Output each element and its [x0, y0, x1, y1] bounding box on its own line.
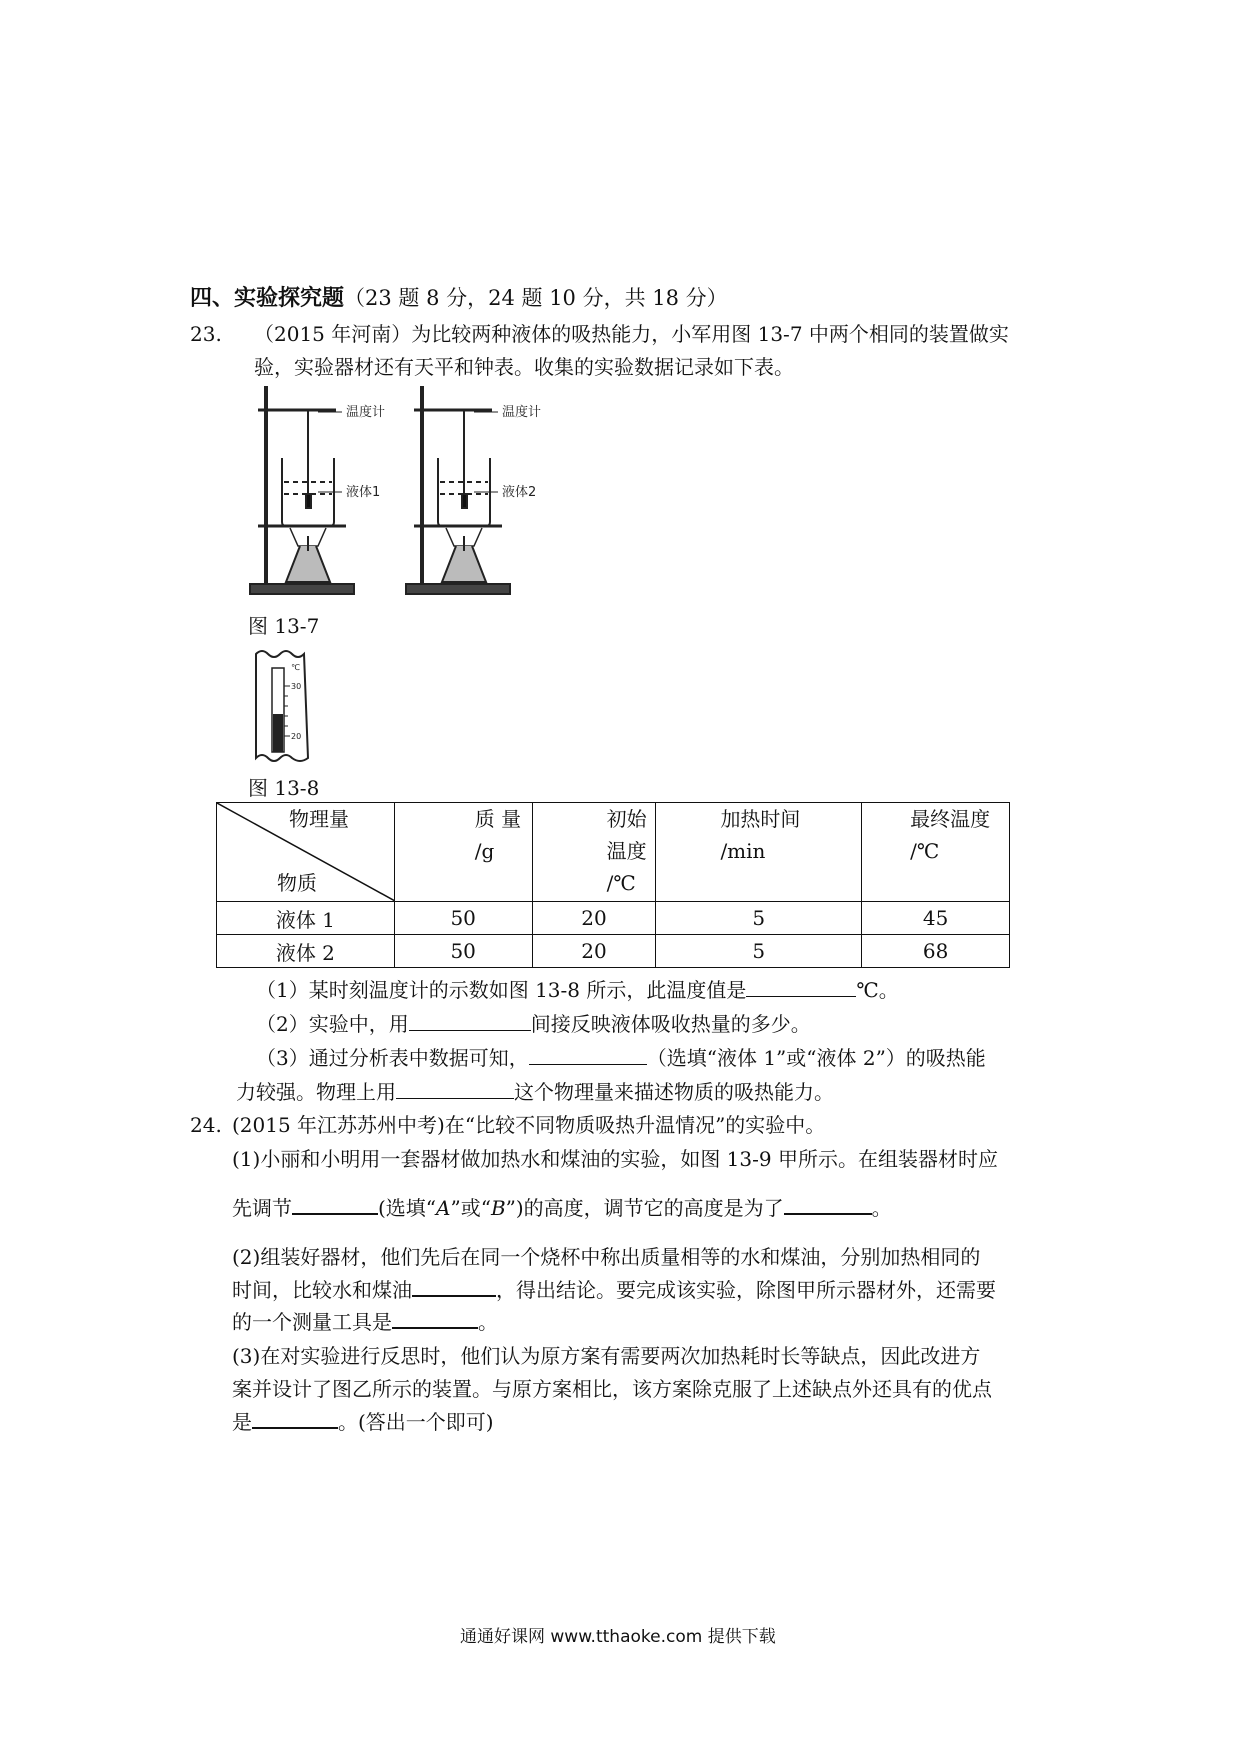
q23-sub1-blank[interactable]	[746, 995, 856, 997]
row1-initial: 20	[532, 902, 656, 935]
right-thermometer-label: 温度计	[502, 405, 542, 420]
section-heading	[190, 284, 728, 313]
table-row	[217, 935, 1010, 968]
header-initial-line1: 初始	[606, 807, 647, 831]
figure-13-8-caption: 图 13-8	[248, 776, 320, 800]
q24-number: 24.	[190, 1113, 222, 1137]
header-final-line1: 最终温度	[910, 807, 991, 831]
thermometer-tick-30: 30	[291, 682, 302, 691]
row2-final: 68	[862, 935, 1010, 968]
row2-time: 5	[656, 935, 862, 968]
left-apparatus	[250, 386, 354, 594]
q23-line1: （2015 年河南）为比较两种液体的吸热能力，小军用图 13-7 中两个相同的装置做实	[254, 322, 1009, 346]
q24-p2-line1: (2)组装好器材，他们先后在同一个烧杯中称出质量相等的水和煤油，分别加热相同的	[232, 1245, 981, 1269]
q24-p2-text-b: ，得出结论。要完成该实验，除图甲所示器材外，还需要	[496, 1278, 996, 1302]
section-note: （23 题 8 分，24 题 10 分，共 18 分）	[344, 286, 728, 310]
figure-13-7-caption: 图 13-7	[248, 614, 320, 638]
row1-name: 液体 1	[217, 902, 395, 935]
header-time-line1: 加热时间	[720, 807, 801, 831]
table-corner-cell	[217, 803, 395, 902]
q24-p2-blank2[interactable]	[392, 1326, 478, 1329]
q24-p2-text-d: 。	[478, 1310, 498, 1334]
row2-mass: 50	[394, 935, 532, 968]
header-heating-time	[656, 803, 862, 902]
row2-name: 液体 2	[217, 935, 395, 968]
q24-p2-blank1[interactable]	[412, 1294, 496, 1297]
figure-13-8-thermometer	[250, 646, 316, 766]
q24-p3-text-a: 是	[232, 1410, 252, 1434]
header-time-line2: /min	[720, 839, 766, 863]
header-initial-line3: /℃	[606, 871, 636, 895]
q24-p1-blank1[interactable]	[292, 1212, 378, 1215]
q24-p3-line2: 案并设计了图乙所示的装置。与原方案相比，该方案除克服了上述缺点外还具有的优点	[232, 1377, 992, 1401]
option-a-label: A	[436, 1196, 451, 1220]
q24-intro: (2015 年江苏苏州中考)在“比较不同物质吸热升温情况”的实验中。	[232, 1113, 826, 1137]
option-b-label: B	[490, 1196, 506, 1220]
row1-time: 5	[656, 902, 862, 935]
q24-p1-line1: (1)小丽和小明用一套器材做加热水和煤油的实验，如图 13-9 甲所示。在组装器材时应	[232, 1147, 998, 1171]
q23-sub2	[256, 1010, 811, 1038]
q23-sub3	[256, 1044, 986, 1072]
row1-mass: 50	[394, 902, 532, 935]
q23-sub3-cont	[236, 1078, 834, 1106]
q24-p1-text-c: ”或“	[450, 1196, 491, 1220]
header-initial-line2: 温度	[606, 839, 647, 863]
q24-p3-text-b: 。(答出一个即可)	[338, 1410, 494, 1434]
header-final-temp	[862, 803, 1010, 902]
thermometer-unit: ℃	[291, 663, 300, 672]
q24-p3-line1: (3)在对实验进行反思时，他们认为原方案有需要两次加热耗时长等缺点，因此改进方	[232, 1344, 981, 1368]
corner-top-label: 物理量	[289, 807, 349, 831]
q23-sub1-text: （1）某时刻温度计的示数如图 13-8 所示，此温度值是	[256, 978, 747, 1002]
q24-p1-text-d: ”)的高度，调节它的高度是为了	[505, 1196, 784, 1220]
header-final-line2: /℃	[910, 839, 940, 863]
q23-sub2-text: （2）实验中，用	[256, 1012, 409, 1036]
q24-p1-line2	[232, 1194, 892, 1222]
q23-sub3-blank1[interactable]	[529, 1063, 647, 1065]
q23-sub2-blank[interactable]	[409, 1029, 531, 1031]
thermometer-tick-20: 20	[291, 732, 302, 741]
header-mass-line1: 质 量	[474, 807, 522, 831]
table-header-row	[217, 803, 1010, 902]
left-liquid-label: 液体1	[346, 485, 381, 500]
q24-p2-line2	[232, 1276, 996, 1304]
q23-sub3-text3: 力较强。物理上用	[236, 1080, 396, 1104]
data-table	[216, 802, 1010, 968]
right-apparatus	[406, 386, 510, 594]
header-initial-temp	[532, 803, 656, 902]
q23-sub3-text2: （选填“液体 1”或“液体 2”）的吸热能	[646, 1046, 986, 1070]
q23-sub3-text: （3）通过分析表中数据可知，	[256, 1046, 529, 1070]
right-liquid-label: 液体2	[502, 485, 537, 500]
q23-sub3-blank2[interactable]	[396, 1097, 514, 1099]
q23-sub2-text2: 间接反映液体吸收热量的多少。	[530, 1012, 811, 1036]
section-title: 四、实验探究题	[190, 286, 345, 311]
header-mass	[394, 803, 532, 902]
q24-p1-text-b: (选填“	[378, 1196, 437, 1220]
q24-p3-blank[interactable]	[252, 1426, 338, 1429]
q23-number: 23.	[190, 322, 222, 346]
row2-initial: 20	[532, 935, 656, 968]
q23-sub1	[256, 976, 899, 1004]
left-thermometer-label: 温度计	[346, 405, 386, 420]
header-mass-line2: /g	[474, 839, 495, 863]
q24-p2-text-c: 的一个测量工具是	[232, 1310, 392, 1334]
q23-sub1-unit: ℃。	[856, 978, 899, 1002]
q24-p1-text-e: 。	[871, 1196, 892, 1220]
q24-p2-line3	[232, 1308, 498, 1336]
row1-final: 45	[862, 902, 1010, 935]
table-row	[217, 902, 1010, 935]
q24-p3-line3	[232, 1408, 494, 1436]
q24-p2-text-a: 时间，比较水和煤油	[232, 1278, 412, 1302]
q24-p1-text-a: 先调节	[232, 1196, 292, 1220]
figure-13-7-apparatus	[246, 386, 566, 600]
q24-p1-blank2[interactable]	[784, 1212, 872, 1215]
q23-sub3-text4: 这个物理量来描述物质的吸热能力。	[514, 1080, 834, 1104]
footer-text: 通通好课网 www.tthaoke.com 提供下载	[460, 1627, 776, 1647]
corner-bottom-label: 物质	[277, 871, 317, 895]
q23-line2: 验，实验器材还有天平和钟表。收集的实验数据记录如下表。	[254, 355, 794, 379]
